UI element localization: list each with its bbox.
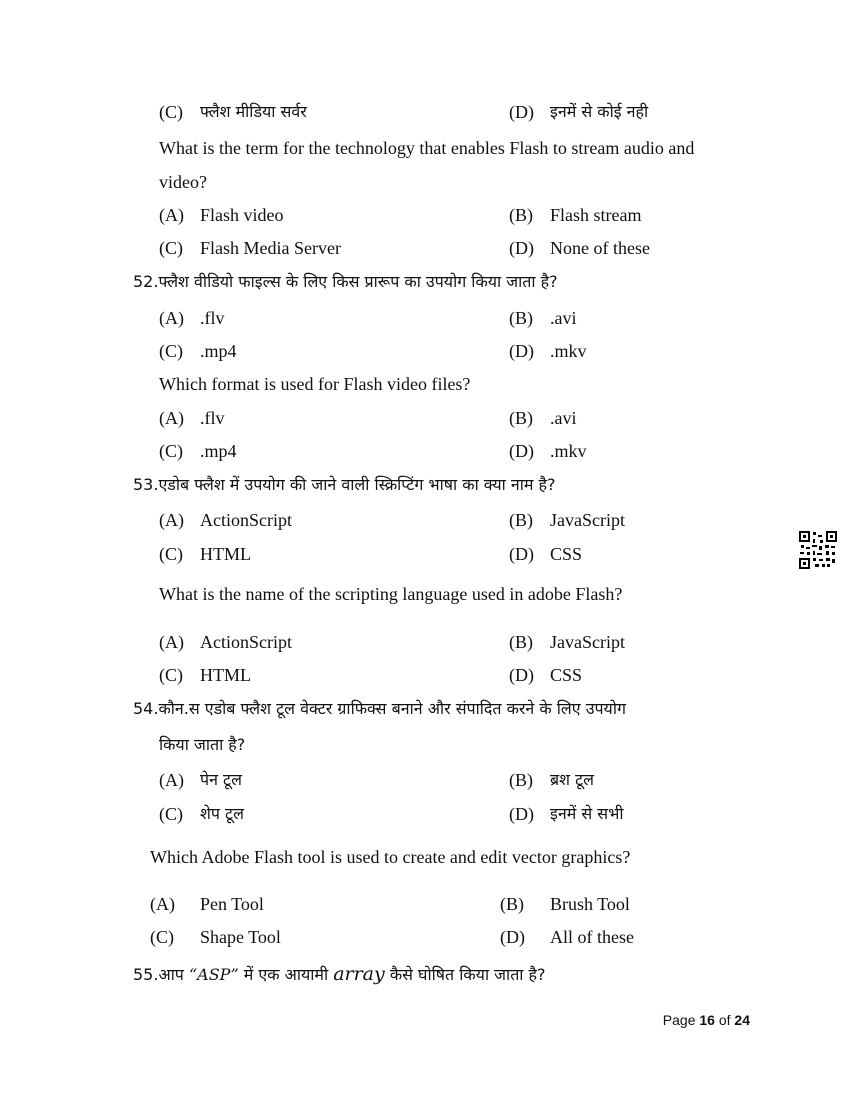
option-text: Flash Media Server xyxy=(200,238,341,258)
option-label: (A) xyxy=(159,205,184,225)
option-text: HTML xyxy=(200,665,251,685)
option-text: .avi xyxy=(550,308,577,328)
option-text: .mp4 xyxy=(200,441,237,461)
option-label: (A) xyxy=(159,770,184,790)
option-text: All of these xyxy=(550,927,634,947)
option-label: (B) xyxy=(509,205,533,225)
question-text: 54.कौन.स एडोब फ्लैश टूल वेक्टर ग्राफिक्स बनाने और संपादित करने के लिए उपयोग xyxy=(133,699,626,718)
qr-code xyxy=(799,531,837,569)
option-label: (C) xyxy=(159,238,183,258)
option-text: ActionScript xyxy=(200,632,292,652)
option-label: (D) xyxy=(509,341,534,361)
option-text: ब्रश टूल xyxy=(550,770,595,789)
option-label: (C) xyxy=(159,341,183,361)
option-text: .flv xyxy=(200,408,225,428)
question-text: किया जाता है? xyxy=(159,735,246,754)
option-text: फ्लैश मीडिया सर्वर xyxy=(200,102,307,121)
question-text: Which Adobe Flash tool is used to create and edit vector graphics? xyxy=(150,847,631,867)
option-text: Shape Tool xyxy=(200,927,281,947)
option-label: (D) xyxy=(509,441,534,461)
option-text: .mkv xyxy=(550,441,587,461)
question-asp-term: “ASP” xyxy=(188,965,239,984)
option-text: .mp4 xyxy=(200,341,237,361)
question-text: What is the term for the technology that enables Flash to stream audio and xyxy=(159,138,695,158)
option-text: JavaScript xyxy=(550,510,625,530)
question-prefix: 55.आप xyxy=(133,965,184,984)
option-label: (D) xyxy=(509,238,534,258)
option-label: (B) xyxy=(509,770,533,790)
option-label: (C) xyxy=(150,927,174,947)
option-label: (D) xyxy=(500,927,525,947)
option-text: ActionScript xyxy=(200,510,292,530)
option-text: HTML xyxy=(200,544,251,564)
option-label: (C) xyxy=(159,102,183,122)
option-text: JavaScript xyxy=(550,632,625,652)
option-label: (C) xyxy=(159,544,183,564)
option-text: Brush Tool xyxy=(550,894,630,914)
option-label: (C) xyxy=(159,804,183,824)
option-text: None of these xyxy=(550,238,650,258)
option-label: (B) xyxy=(509,632,533,652)
question-text: 52.फ्लैश वीडियो फाइल्स के लिए किस प्रारूप का उपयोग किया जाता है? xyxy=(133,272,558,291)
option-text: पेन टूल xyxy=(200,770,242,789)
option-label: (A) xyxy=(159,632,184,652)
option-text: इनमें से सभी xyxy=(550,804,624,823)
option-label: (C) xyxy=(159,441,183,461)
question-text: What is the name of the scripting language used in adobe Flash? xyxy=(159,584,623,604)
option-text: .avi xyxy=(550,408,577,428)
option-label: (A) xyxy=(159,408,184,428)
option-label: (A) xyxy=(159,308,184,328)
option-text: CSS xyxy=(550,544,583,564)
option-label: (D) xyxy=(509,544,534,564)
option-text: Flash video xyxy=(200,205,284,225)
option-text: Pen Tool xyxy=(200,894,264,914)
option-label: (D) xyxy=(509,102,534,122)
option-text: CSS xyxy=(550,665,583,685)
question-text xyxy=(133,962,546,987)
option-label: (A) xyxy=(159,510,184,530)
option-label: (C) xyxy=(159,665,183,685)
option-label: (B) xyxy=(500,894,524,914)
question-text: video? xyxy=(159,172,207,192)
option-text: .flv xyxy=(200,308,225,328)
option-text: .mkv xyxy=(550,341,587,361)
page-number: Page 16 of 24 xyxy=(662,1012,750,1028)
option-label: (B) xyxy=(509,308,533,328)
option-label: (B) xyxy=(509,408,533,428)
question-middle: में एक आयामी xyxy=(243,965,329,984)
option-label: (D) xyxy=(509,804,534,824)
question-text: Which format is used for Flash video files? xyxy=(159,374,471,394)
option-label: (A) xyxy=(150,894,175,914)
option-text: इनमें से कोई नही xyxy=(550,102,649,121)
option-text: Flash stream xyxy=(550,205,642,225)
option-label: (B) xyxy=(509,510,533,530)
option-label: (D) xyxy=(509,665,534,685)
option-text: शेप टूल xyxy=(200,804,244,823)
question-suffix: कैसे घोषित किया जाता है? xyxy=(389,965,546,984)
question-array-term: array xyxy=(333,963,385,985)
question-text: 53.एडोब फ्लैश में उपयोग की जाने वाली स्क्रिप्टिंग भाषा का क्या नाम है? xyxy=(133,475,556,494)
